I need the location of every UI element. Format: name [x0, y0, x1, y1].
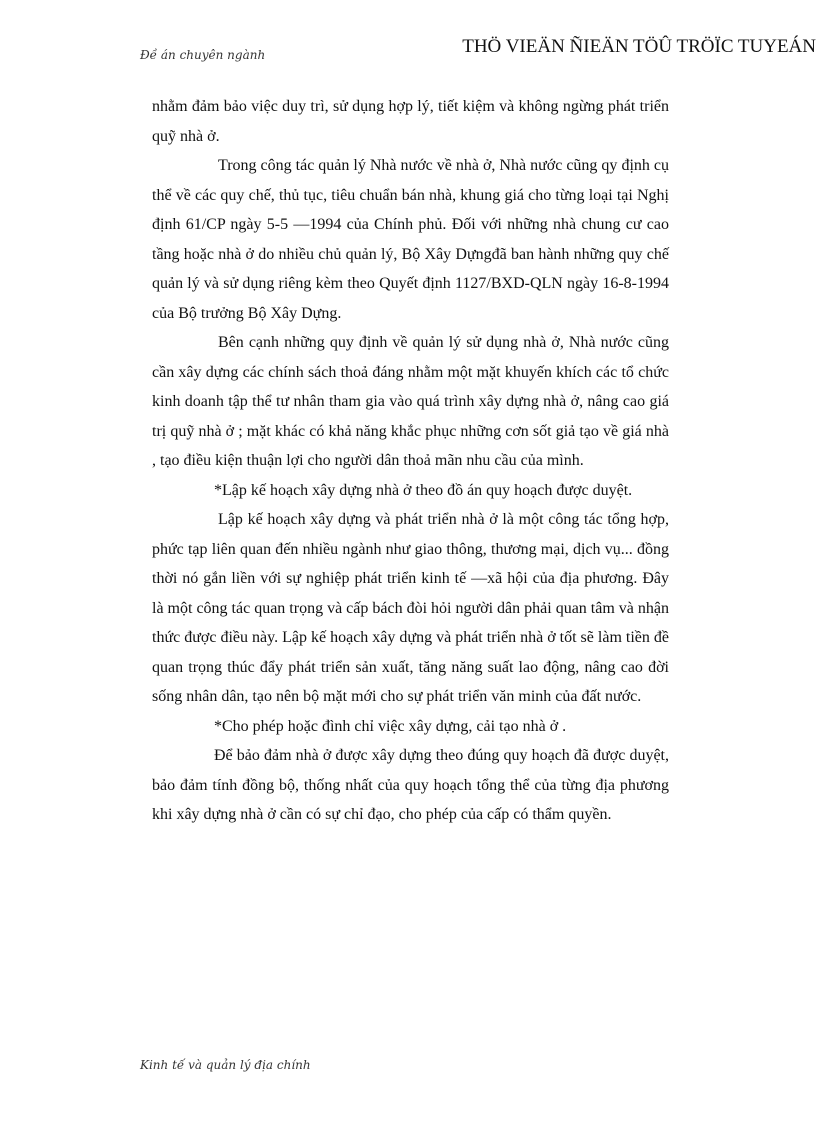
- paragraph-6-heading: *Cho phép hoặc đình chỉ việc xây dựng, cải tạo nhà ở .: [214, 717, 567, 735]
- document-body: [152, 92, 669, 830]
- running-footer: Kinh tế và quản lý địa chính: [140, 1058, 311, 1072]
- paragraph-4-heading: *Lập kế hoạch xây dựng nhà ở theo đồ án quy hoạch được duyệt.: [214, 481, 633, 499]
- paragraph-5: Lập kế hoạch xây dựng và phát triển nhà ở là một công tác tổng hợp, phức tạp liên quan đến nhiều ngành như giao thông, thương mại, dịch vụ... đồng thời nó gắn liền với sự nghiệp phát triển kinh tế —xã hội của địa phương. Đây là một công tác quan trọng và cấp bách đòi hỏi người dân phải quan tâm và nhận thức được điều này. Lập kế hoạch xây dựng và phát triển nhà ở tốt sẽ làm tiền đề quan trọng thúc đẩy phát triển sản xuất, tăng năng suất lao động, nâng cao đời sống nhân dân, tạo nên bộ mặt mới cho sự phát triển văn minh của đất nước.: [152, 511, 669, 705]
- running-header-left: Đề án chuyên ngành: [140, 48, 266, 62]
- paragraph-2: Trong công tác quản lý Nhà nước về nhà ở, Nhà nước cũng qy định cụ thể về các quy chế, thủ tục, tiêu chuẩn bán nhà, khung giá cho từng loại tại Nghị định 61/CP ngày 5-5 —1994 của Chính phủ. Đối với những nhà chung cư cao tầng hoặc nhà ở do nhiều chủ quản lý, Bộ Xây Dựngđã ban hành những quy chế quản lý và sử dụng riêng kèm theo Quyết định 1127/BXD-QLN ngày 16-8-1994 của Bộ trưởng Bộ Xây Dựng.: [152, 157, 669, 322]
- paragraph-3: Bên cạnh những quy định về quản lý sử dụng nhà ở, Nhà nước cũng cần xây dựng các chính sách thoả đáng nhằm một mặt khuyến khích các tổ chức kinh doanh tập thể tư nhân tham gia vào quá trình xây dựng nhà ở, nâng cao giá trị quỹ nhà ở ; mặt khác có khả năng khắc phục những cơn sốt giả tạo về giá nhà , tạo điều kiện thuận lợi cho người dân thoả mãn nhu cầu của mình.: [152, 334, 669, 469]
- running-header-right: THÖ VIEÄN ÑIEÄN TÖÛ TRÖÏC TUYEÁN: [462, 36, 816, 57]
- paragraph-1: nhằm đảm bảo việc duy trì, sử dụng hợp lý, tiết kiệm và không ngừng phát triển quỹ nhà ở.: [152, 98, 669, 145]
- paragraph-7: Để bảo đảm nhà ở được xây dựng theo đúng quy hoạch đã được duyệt, bảo đảm tính đồng bộ, thống nhất của quy hoạch tổng thể của từng địa phương khi xây dựng nhà ở cần có sự chỉ đạo, cho phép của cấp có thẩm quyền.: [152, 747, 669, 823]
